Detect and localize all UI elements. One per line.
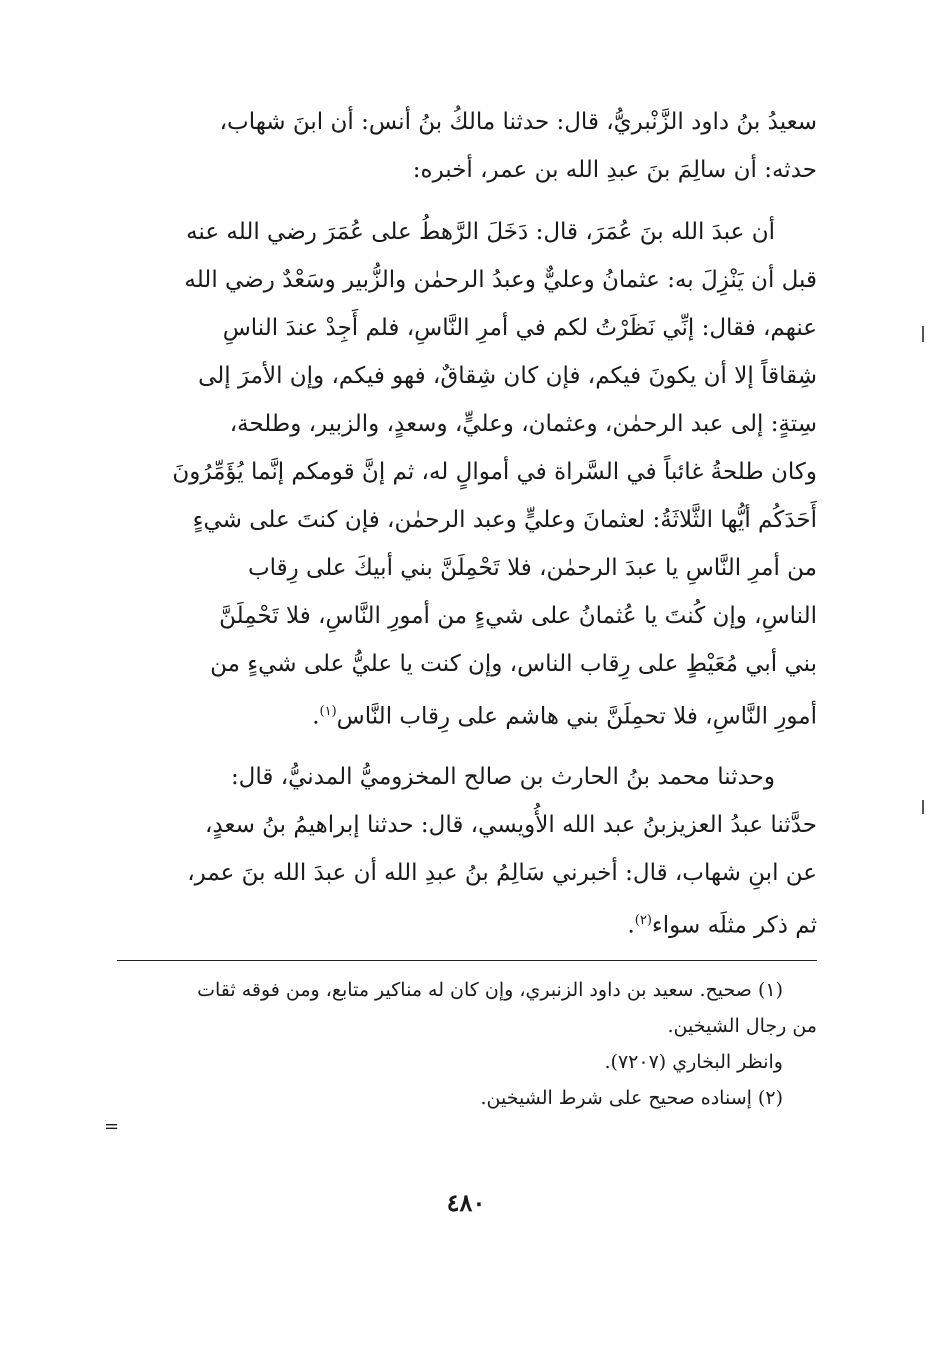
text-line: [117, 897, 817, 950]
text-line: الناسِ، وإن كُنتَ يا عُثمانُ على شيءٍ من أمورِ النَّاسِ، فلا تَحْمِلَنَّ: [219, 603, 817, 629]
text-fragment: أمورِ النَّاسِ، فلا تحمِلَنَّ بني هاشم على رِقاب النَّاس: [336, 703, 817, 730]
paragraph-hadith-text: [117, 208, 817, 741]
footnote-1-continuation: من رجال الشيخين.: [667, 1015, 817, 1037]
sentence-end: .: [312, 703, 320, 730]
footnote-1: (١) صحيح. سعيد بن داود الزنبري، وإن كان له مناكير متابع، ومن فوقه ثقات: [197, 979, 783, 1001]
text-line: شِقاقاً إلا أن يكونَ فيكم، فإن كان شِقاقٌ، فهو فيكم، وإن الأمرَ إلى: [198, 363, 817, 389]
text-line: [117, 688, 817, 741]
text-line: أَحَدَكُم أيُّها الثَّلاثَةُ: لعثمانَ وعليٍّ وعبد الرحمٰن، فإن كنتَ على شيءٍ: [192, 507, 817, 533]
scan-edge-mark: [922, 326, 924, 342]
sentence-end: .: [627, 912, 635, 939]
paragraph-isnad-2: [117, 753, 817, 950]
footnote-ref-1[interactable]: (١): [319, 704, 337, 719]
text-line: حدثه: أن سالِمَ بنَ عبدِ الله بن عمر، أخبره:: [412, 157, 817, 183]
footnote-1-reference: وانظر البخاري (٧٢٠٧).: [604, 1051, 783, 1073]
footnotes-section: [117, 972, 817, 1116]
text-line: حدَّثنا عبدُ العزيزبنُ عبد الله الأُويسي، قال: حدثنا إبراهيمُ بنُ سعدٍ،: [204, 812, 817, 838]
footnote-divider: [117, 960, 817, 961]
scan-edge-mark: [922, 800, 924, 814]
text-line: من أمرِ النَّاسِ يا عبدَ الرحمٰن، فلا تَحْمِلَنَّ بني أبيكَ على رِقاب: [247, 555, 817, 581]
paragraph-isnad-1: [117, 98, 817, 194]
text-line: وكان طلحةُ غائباً في السَّراة في أموالٍ له، ثم إنَّ قومكم إنَّما يُؤَمِّرُونَ: [172, 459, 817, 485]
text-line: عنهم، فقال: إنِّي نَظَرْتُ لكم في أمرِ النَّاسِ، فلم أَجِدْ عندَ الناسِ: [222, 315, 817, 341]
footnote-2: (٢) إسناده صحيح على شرط الشيخين.: [480, 1087, 783, 1109]
footnote-ref-2[interactable]: (٢): [634, 913, 652, 928]
continuation-mark: =: [104, 1116, 120, 1137]
text-line: وحدثنا محمد بنُ الحارث بن صالح المخزوميُّ المدنيُّ، قال:: [230, 764, 775, 790]
text-line: أن عبدَ الله بنَ عُمَرَ، قال: دَخَلَ الرَّهطُ على عُمَرَ رضي الله عنه: [186, 219, 775, 245]
text-line: عن ابنِ شهاب، قال: أخبرني سَالِمُ بنُ عبدِ الله أن عبدَ الله بنَ عمر،: [187, 860, 817, 886]
text-line: سعيدُ بنُ داود الزَّنْبريُّ، قال: حدثنا مالكُ بنُ أنس: أن ابنَ شهاب،: [219, 109, 817, 135]
text-fragment: ثم ذكر مثلَه سواء: [651, 912, 817, 939]
text-line: قبل أن يَنْزِلَ به: عثمانُ وعليٌّ وعبدُ الرحمٰن والزُّبير وسَعْدٌ رضي الله: [184, 267, 817, 293]
page-number: ٤٨٠: [446, 1188, 486, 1217]
text-line: سِتةٍ: إلى عبد الرحمٰن، وعثمان، وعليٍّ، وسعدٍ، والزبير، وطلحة،: [229, 411, 817, 437]
text-line: بني أبي مُعَيْطٍ على رِقاب الناس، وإن كنت يا عليُّ على شيءٍ من: [210, 651, 817, 677]
